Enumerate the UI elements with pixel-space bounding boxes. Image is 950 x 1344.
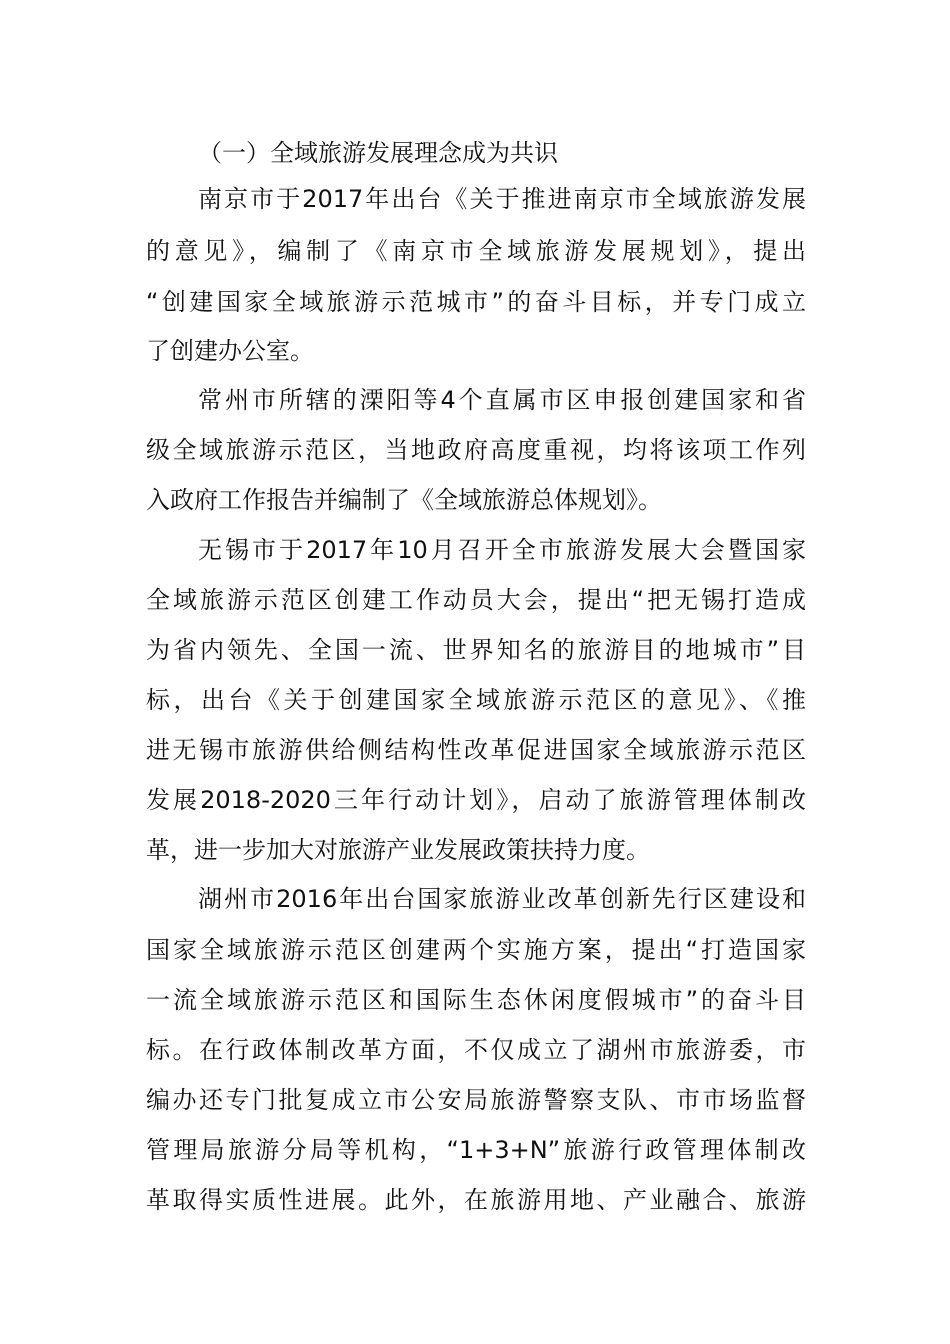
text-line: 的意见》，编制了《南京市全域旅游发展规划》，提出 [146,237,806,265]
text-line: 发展2018-2020三年行动计划》，启动了旅游管理体制改 [146,786,806,814]
text-line: 常州市所辖的溧阳等4个直属市区申报创建国家和省 [198,386,806,414]
text-line: 进无锡市旅游供给侧结构性改革促进国家全域旅游示范区 [146,736,806,764]
text-line: 入政府工作报告并编制了《全域旅游总体规划》。 [146,486,662,514]
text-line: 南京市于2017年出台《关于推进南京市全域旅游发展 [198,185,806,213]
text-line: 编办还专门批复成立市公安局旅游警察支队、市市场监督 [146,1086,806,1114]
text-line: 一流全域旅游示范区和国际生态休闲度假城市”的奋斗目 [146,986,806,1014]
text-line: 标。在行政体制改革方面，不仅成立了湖州市旅游委，市 [146,1036,806,1064]
text-line: 标，出台《关于创建国家全域旅游示范区的意见》、《推 [146,686,806,714]
text-line: 了创建办公室。 [146,337,314,365]
text-line: 级全域旅游示范区，当地政府高度重视，均将该项工作列 [146,436,806,464]
text-line: 为省内领先、全国一流、世界知名的旅游目的地城市”目 [146,636,806,664]
text-line: 管理局旅游分局等机构，“1+3+N”旅游行政管理体制改 [146,1136,806,1164]
text-line: 革，进一步加大对旅游产业发展政策扶持力度。 [146,836,650,864]
text-line: 革取得实质性进展。此外，在旅游用地、产业融合、旅游 [146,1186,806,1214]
text-line: 湖州市2016年出台国家旅游业改革创新先行区建设和 [198,885,806,913]
section-heading: （一）全域旅游发展理念成为共识 [198,139,558,167]
text-line: “创建国家全域旅游示范城市”的奋斗目标，并专门成立 [146,288,806,316]
text-line: 无锡市于2017年10月召开全市旅游发展大会暨国家 [198,536,806,564]
text-line: 国家全域旅游示范区创建两个实施方案，提出“打造国家 [146,936,806,964]
text-line: 全域旅游示范区创建工作动员大会，提出“把无锡打造成 [146,586,806,614]
